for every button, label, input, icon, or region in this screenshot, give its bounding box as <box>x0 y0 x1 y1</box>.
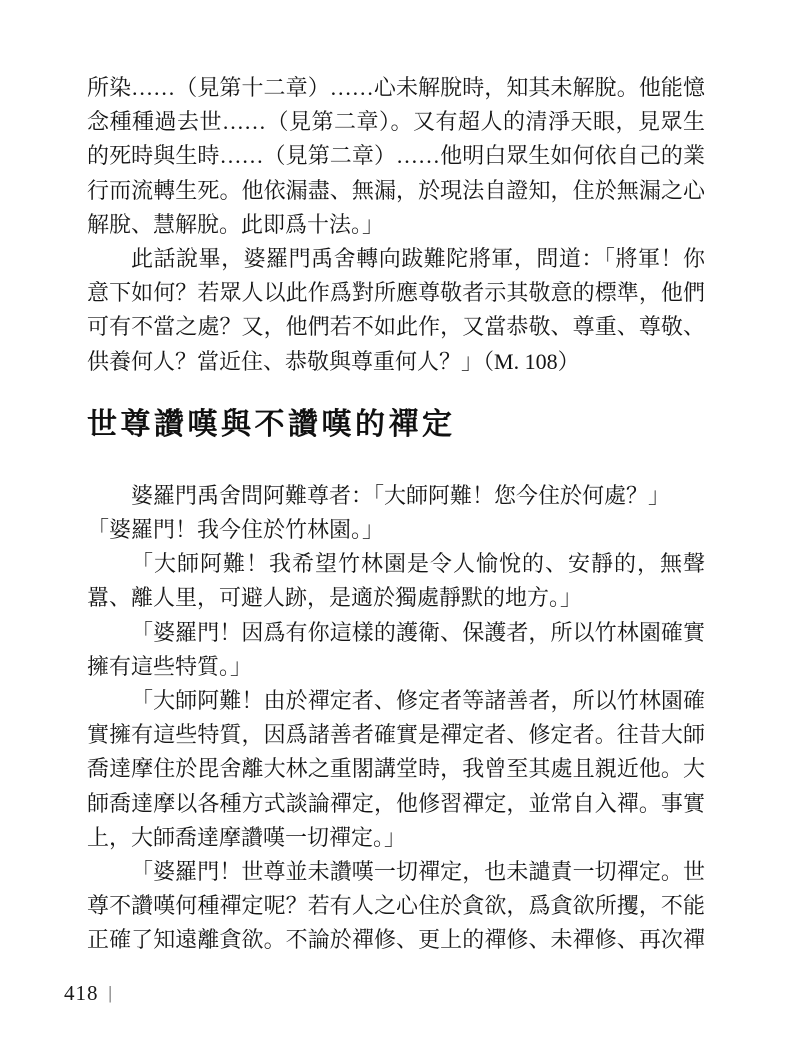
footer-separator: | <box>108 983 112 1003</box>
text-line: 「大師阿難！由於禪定者、修定者等諸善者，所以竹林園確 <box>131 688 705 714</box>
text-line: 上，大師喬達摩讚嘆一切禪定。」 <box>87 824 407 850</box>
text-line: 尊不讚嘆何種禪定呢？若有人之心住於貪欲，爲貪欲所攫，不能 <box>87 893 705 919</box>
text-line: 婆羅門禹舍問阿難尊者：「大師阿難！您今住於何處？」 <box>131 482 671 508</box>
text-line: 可有不當之處？又，他們若不如此作，又當恭敬、尊重、尊敬、 <box>87 314 705 340</box>
text-line: 實擁有這些特質，因爲諸善者確實是禪定者、修定者。往昔大師 <box>87 722 705 748</box>
text-line: 行而流轉生死。他依漏盡、無漏，於現法自證知，住於無漏之心 <box>87 177 705 203</box>
text-line: 念種種過去世……（見第二章）。又有超人的清淨天眼，見眾生 <box>87 109 705 135</box>
text-line: 「婆羅門！世尊並未讚嘆一切禪定，也未譴責一切禪定。世 <box>131 859 705 885</box>
page-footer <box>64 981 112 1006</box>
text-line: 的死時與生時……（見第二章）……他明白眾生如何依自己的業 <box>87 143 705 169</box>
text-line: 「大師阿難！我希望竹林園是令人愉悅的、安靜的，無聲 <box>131 551 705 577</box>
text-line: 正確了知遠離貪欲。不論於禪修、更上的禪修、未禪修、再次禪 <box>87 927 705 953</box>
text-line: 所染……（見第十二章）……心未解脫時，知其未解脫。他能憶 <box>87 75 705 100</box>
text-line: 意下如何？若眾人以此作爲對所應尊敬者示其敬意的標準，他們 <box>87 280 705 306</box>
page-number: 418 <box>64 981 99 1005</box>
section-heading: 世尊讚嘆與不讚嘆的禪定 <box>87 407 456 441</box>
text-line: 囂、離人里，可避人跡，是適於獨處靜默的地方。」 <box>87 585 583 611</box>
text-line: 師喬達摩以各種方式談論禪定，他修習禪定，並常自入禪。事實 <box>87 790 705 816</box>
text-line: 喬達摩住於毘舍離大林之重閣講堂時，我曾至其處且親近他。大 <box>87 756 705 782</box>
text-line: 解脫、慧解脫。此即爲十法。」 <box>87 211 385 237</box>
page-content <box>87 71 705 958</box>
text-line: 此話說畢，婆羅門禹舍轉向跋難陀將軍，問道：「將軍！你 <box>131 246 705 272</box>
text-line: 供養何人？當近住、恭敬與尊重何人？」（M. 108） <box>87 348 580 374</box>
text-line: 擁有這些特質。」 <box>87 653 253 679</box>
text-line: 「婆羅門！因爲有你這樣的護衛、保護者，所以竹林園確實 <box>131 619 705 645</box>
text-line: 「婆羅門！我今住於竹林園。」 <box>87 517 385 543</box>
